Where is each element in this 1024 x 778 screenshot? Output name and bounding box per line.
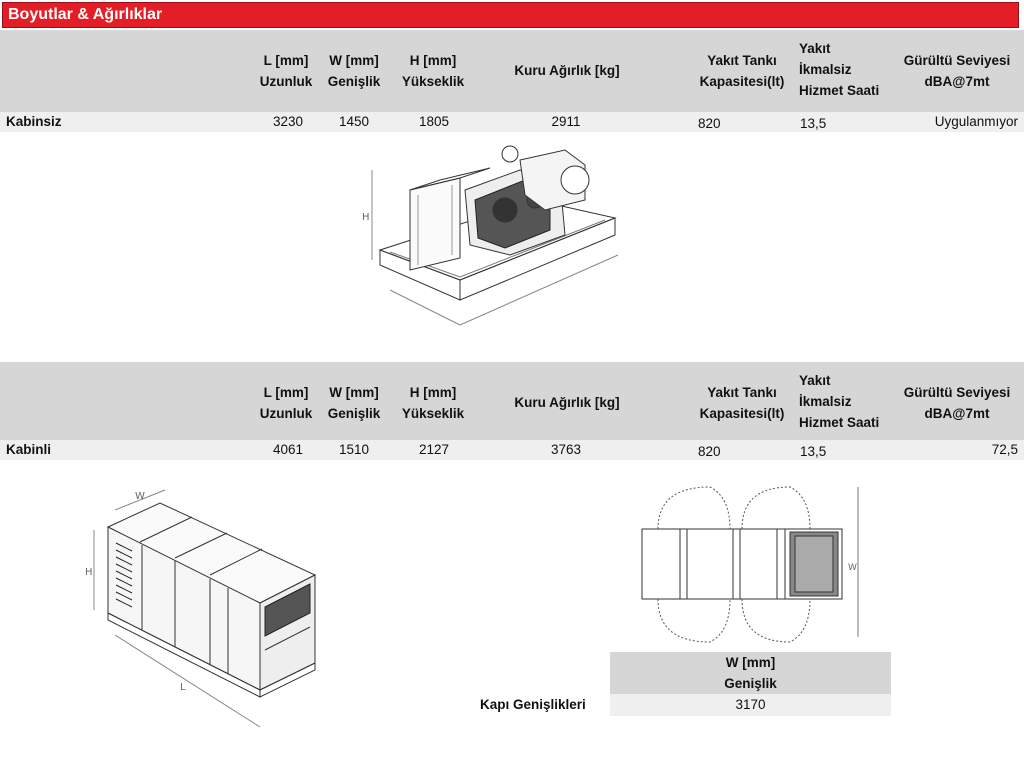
door-width-value: 3170 xyxy=(610,694,891,716)
open-generator-drawing xyxy=(360,140,630,340)
open-set-row xyxy=(0,112,1024,132)
header2-refuel-l2: İkmalsiz xyxy=(799,394,852,409)
door-widths-header xyxy=(610,652,891,694)
door-header-unit: W [mm] xyxy=(725,655,776,670)
header2-length-label: Uzunluk xyxy=(259,406,313,421)
header-width xyxy=(321,50,387,92)
row2-label: Kabinli xyxy=(6,442,52,457)
header-length-unit: L [mm] xyxy=(263,53,309,68)
header2-width-unit: W [mm] xyxy=(329,385,379,400)
header-refuel-l2: İkmalsiz xyxy=(799,62,852,77)
header2-noise-l1: Gürültü Seviyesi xyxy=(903,385,1011,400)
header2-length xyxy=(255,382,317,424)
section-title: Boyutlar & Ağırlıklar xyxy=(8,6,163,23)
door-header-label: Genişlik xyxy=(724,676,777,691)
row2-tank: 820 xyxy=(698,444,721,459)
header-length-label: Uzunluk xyxy=(259,74,313,89)
header-noise-l2: dBA@7mt xyxy=(924,74,990,89)
header2-refuel-l3: Hizmet Saati xyxy=(799,415,880,430)
header-width-unit: W [mm] xyxy=(329,53,379,68)
drawing-letter-h: H xyxy=(362,212,370,223)
row-width: 1450 xyxy=(338,114,370,129)
header-height-unit: H [mm] xyxy=(409,53,457,68)
header2-height-unit: H [mm] xyxy=(409,385,457,400)
canopy-set-row xyxy=(0,440,1024,460)
header2-refuel xyxy=(799,370,889,433)
drawing-letter-w-2: W xyxy=(848,563,857,573)
header-tank-l2: Kapasitesi(lt) xyxy=(699,74,785,89)
header-tank xyxy=(692,50,792,92)
header2-tank xyxy=(692,382,792,424)
row2-height: 2127 xyxy=(418,442,450,457)
drawing-letter-w: W xyxy=(135,491,145,502)
header-refuel xyxy=(799,38,889,101)
header-refuel-l3: Hizmet Saati xyxy=(799,83,880,98)
header2-height-label: Yükseklik xyxy=(401,406,465,421)
header-width-label: Genişlik xyxy=(327,74,381,89)
header2-height xyxy=(396,382,470,424)
row-height: 1805 xyxy=(418,114,450,129)
header2-noise-l2: dBA@7mt xyxy=(924,406,990,421)
header2-refuel-l1: Yakıt xyxy=(799,373,831,388)
canopy-set-table-header xyxy=(0,362,1024,444)
row-tank: 820 xyxy=(698,116,721,131)
header2-weight: Kuru Ağırlık [kg] xyxy=(514,395,620,410)
row-weight: 2911 xyxy=(551,114,581,129)
open-set-table-header xyxy=(0,30,1024,112)
header2-width xyxy=(321,382,387,424)
canopy-top-view-drawing xyxy=(630,482,870,647)
row-length: 3230 xyxy=(272,114,303,129)
header2-noise xyxy=(897,382,1017,424)
row2-hours: 13,5 xyxy=(800,444,827,459)
row2-length: 4061 xyxy=(272,442,303,457)
row-label: Kabinsiz xyxy=(6,114,62,129)
header2-tank-l1: Yakıt Tankı xyxy=(707,385,777,400)
drawing-letter-l: L xyxy=(180,682,186,693)
header2-length-unit: L [mm] xyxy=(263,385,309,400)
header2-tank-l2: Kapasitesi(lt) xyxy=(699,406,785,421)
header-height-label: Yükseklik xyxy=(401,74,465,89)
header-noise xyxy=(897,50,1017,92)
row-hours: 13,5 xyxy=(800,116,827,131)
row2-width: 1510 xyxy=(338,442,370,457)
header-refuel-l1: Yakıt xyxy=(799,41,831,56)
header-height xyxy=(396,50,470,92)
header2-width-label: Genişlik xyxy=(327,406,381,421)
row2-noise: 72,5 xyxy=(991,442,1018,457)
header-noise-l1: Gürültü Seviyesi xyxy=(903,53,1011,68)
canopy-generator-drawing xyxy=(80,485,330,735)
row-noise: Uygulanmıyor xyxy=(934,114,1018,129)
row2-weight: 3763 xyxy=(550,442,582,457)
header-weight: Kuru Ağırlık [kg] xyxy=(514,63,620,78)
header-length xyxy=(255,50,317,92)
section-title-bar xyxy=(2,2,1019,28)
door-widths-table xyxy=(610,652,891,716)
header-tank-l1: Yakıt Tankı xyxy=(707,53,777,68)
door-widths-label: Kapı Genişlikleri xyxy=(480,697,586,712)
drawing-letter-h-2: H xyxy=(85,567,93,578)
